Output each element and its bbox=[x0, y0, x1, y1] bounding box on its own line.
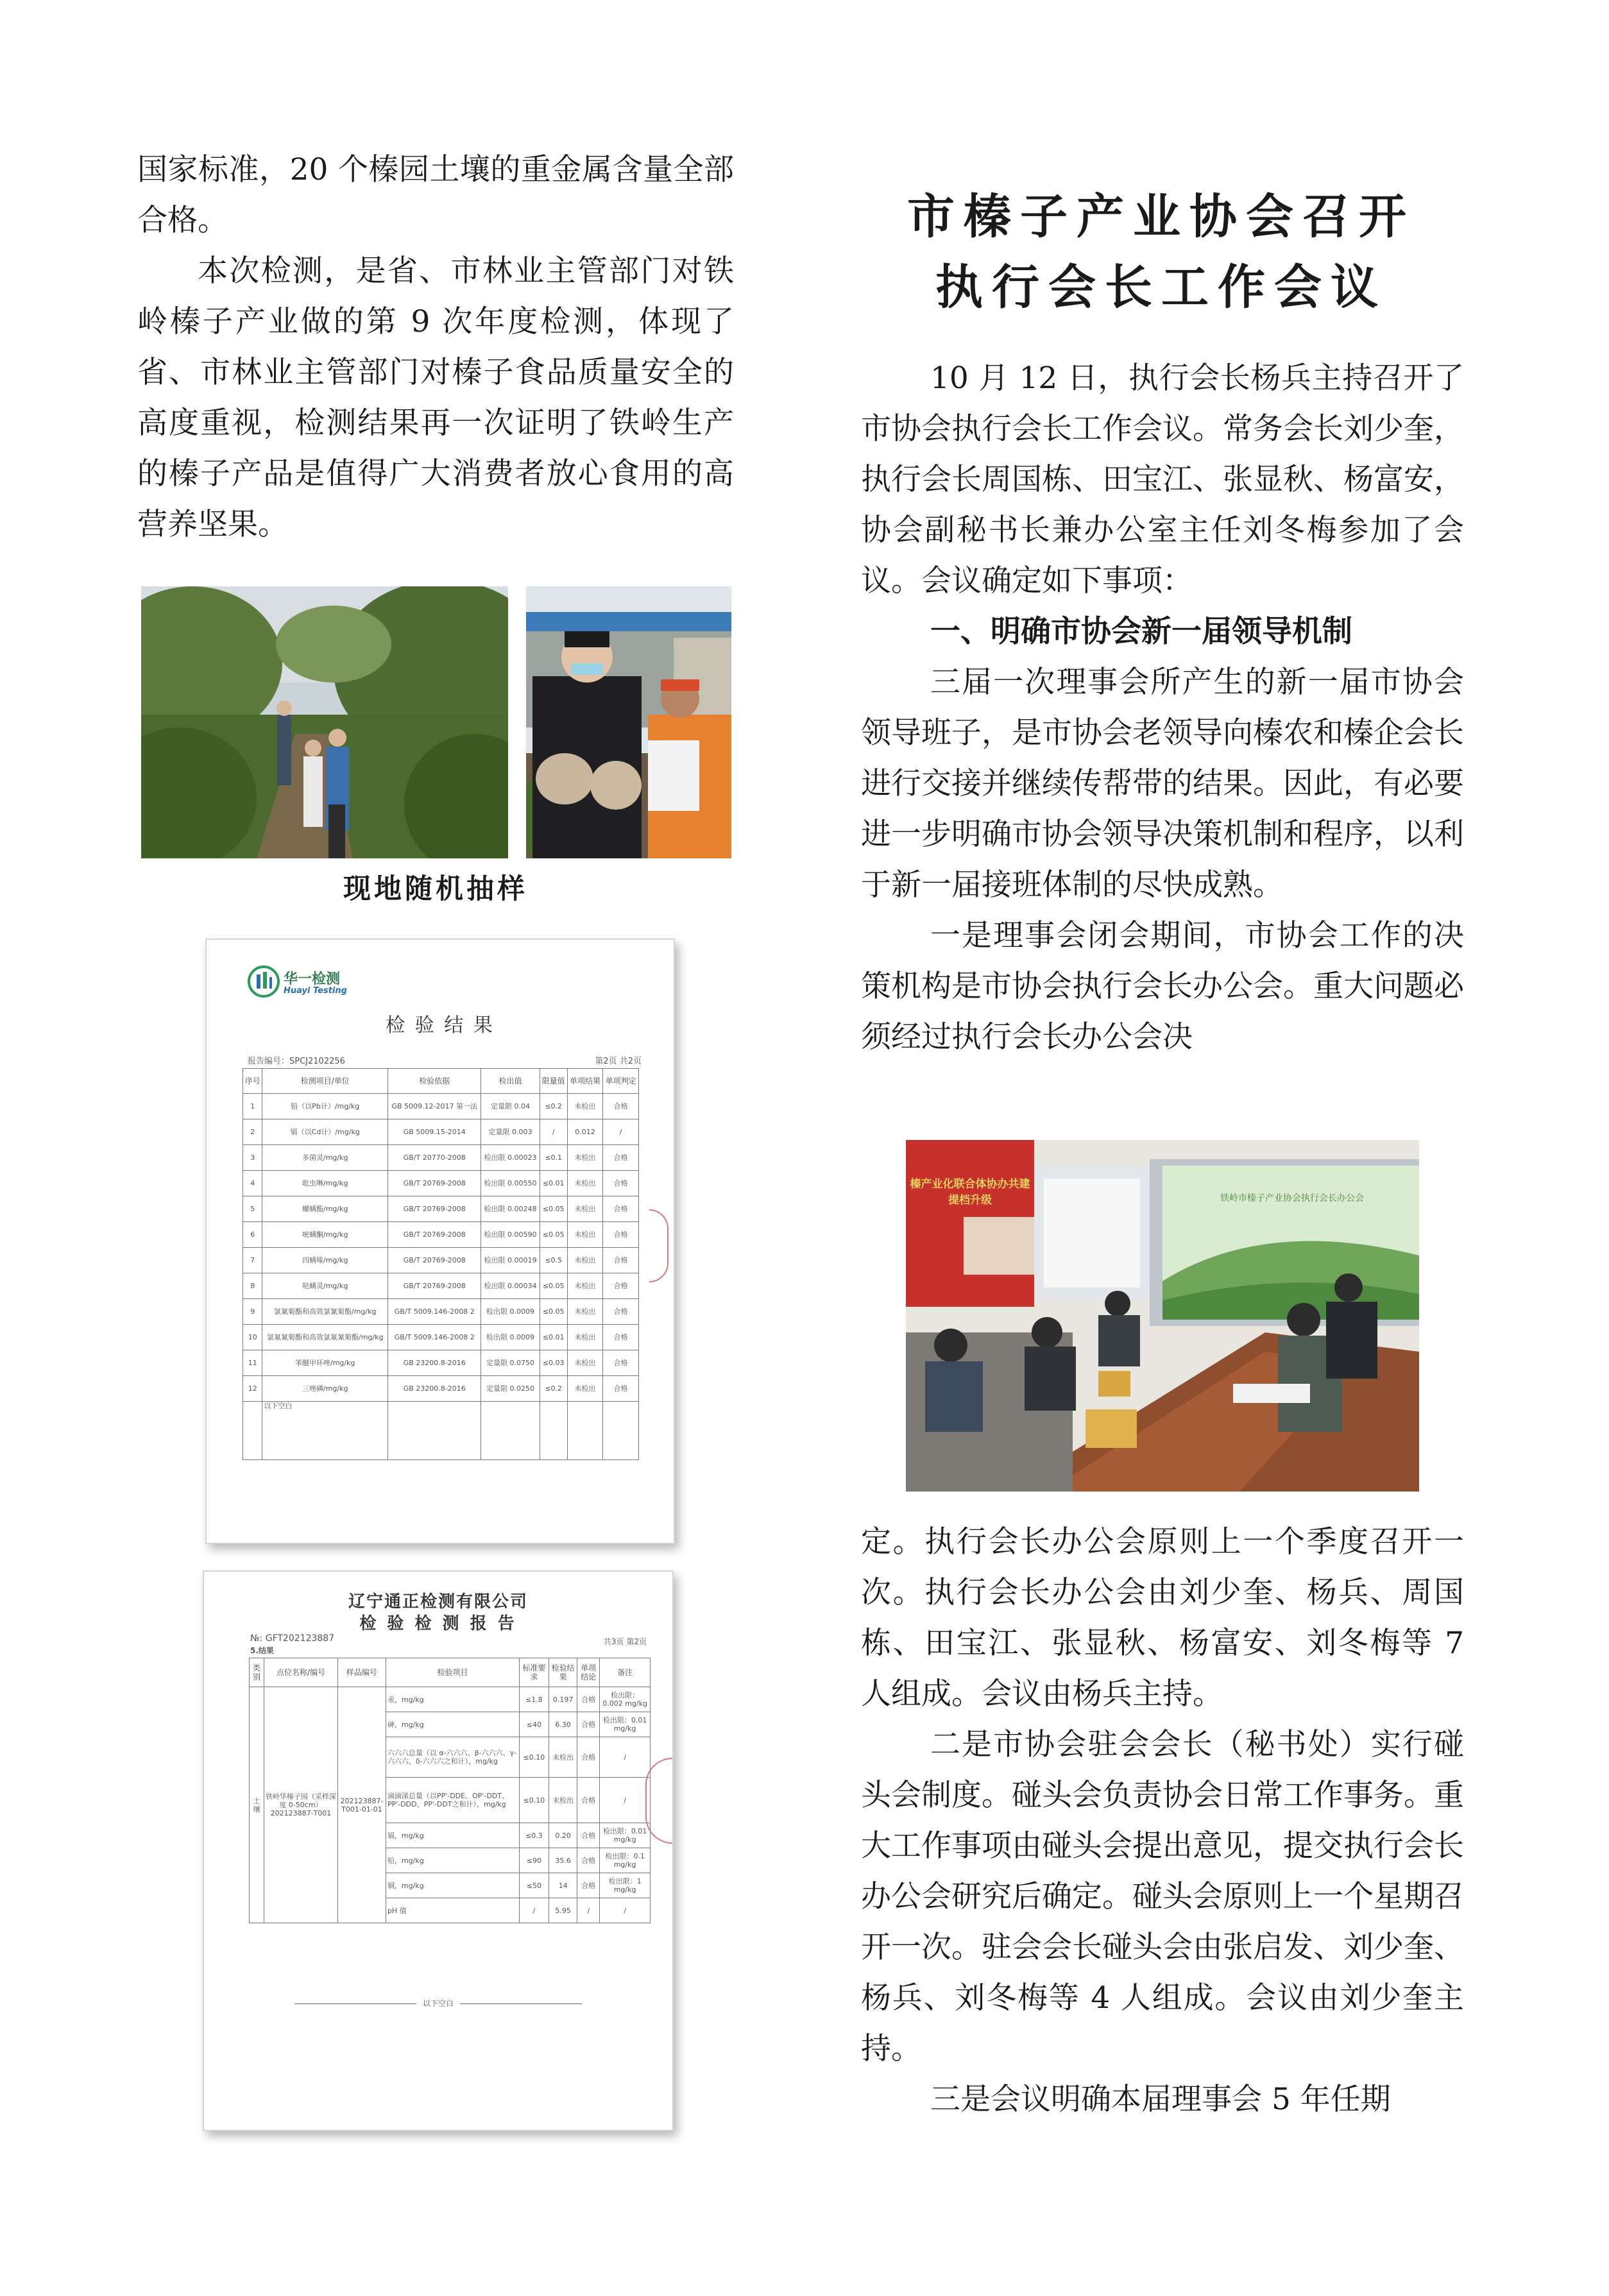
inspection-report-2 bbox=[203, 1570, 674, 2131]
report1-cell: 3 bbox=[243, 1145, 262, 1171]
report2-cell: 检出限：0.1 mg/kg bbox=[600, 1848, 651, 1873]
report2-cell: ≤0.3 bbox=[520, 1823, 549, 1848]
report1-page: 第2页 共2页 bbox=[595, 1057, 642, 1066]
report1-cell: 嘧螨酮/mg/kg bbox=[262, 1222, 388, 1248]
report2-cell: ≤0.10 bbox=[520, 1778, 549, 1823]
report2-header-cell: 单项结论 bbox=[577, 1658, 600, 1687]
report1-cell: 合格 bbox=[603, 1376, 639, 1402]
report2-cell: 汞，mg/kg bbox=[386, 1687, 519, 1712]
report1-cell bbox=[567, 1402, 603, 1460]
left-text-block bbox=[137, 144, 734, 550]
right-paragraph-5: 二是市协会驻会会长（秘书处）实行碰头会制度。碰头会负责协会日常工作事务。重大工作事项由碰头会提出意见，提交执行会长办公会研究后确定。碰头会原则上一个星期召开一次。驻会会长碰头会由张启发、刘少奎、杨兵、刘冬梅等 4 人组成。会议由刘少奎主持。 bbox=[861, 1727, 1464, 2066]
report2-cell: ≤40 bbox=[520, 1712, 549, 1737]
report1-cell: 合格 bbox=[603, 1299, 639, 1325]
report1-cell: 未检出 bbox=[567, 1222, 603, 1248]
report1-cell: 检出限 0.00023 bbox=[481, 1145, 540, 1171]
table-row bbox=[250, 1687, 651, 1712]
report2-cell: pH 值 bbox=[386, 1898, 519, 1923]
report1-cell: GB/T 5009.146-2008 2 bbox=[388, 1299, 481, 1325]
report1-cell: 检出限 0.00248 bbox=[481, 1196, 540, 1222]
red-stamp-edge-2 bbox=[645, 1758, 672, 1844]
report2-company: 辽宁通正检测有限公司 bbox=[348, 1592, 528, 1611]
report2-section: 5.结果 bbox=[250, 1646, 274, 1655]
report1-cell bbox=[603, 1402, 639, 1460]
report2-header-cell: 标准要求 bbox=[520, 1658, 549, 1687]
report1-cell: 2 bbox=[243, 1119, 262, 1145]
report1-title: 检 验 结 果 bbox=[386, 1014, 495, 1037]
report1-cell: 定量限 0.003 bbox=[481, 1119, 540, 1145]
report2-page: 共3页 第2页 bbox=[603, 1637, 647, 1646]
report2-cell: 合格 bbox=[577, 1778, 600, 1823]
table-row bbox=[243, 1273, 639, 1299]
report2-cell: 铜，mg/kg bbox=[386, 1873, 519, 1898]
huayi-logo-cn: 华一检测 bbox=[284, 971, 341, 987]
report1-cell: 合格 bbox=[603, 1248, 639, 1273]
report2-header-cell: 检验结果 bbox=[549, 1658, 577, 1687]
report1-cell: GB 23200.8-2016 bbox=[388, 1350, 481, 1376]
report1-cell: ≤0.05 bbox=[540, 1273, 567, 1299]
report2-cell: 14 bbox=[549, 1873, 577, 1898]
report1-cell: 合格 bbox=[603, 1196, 639, 1222]
report1-cell: 多菌灵/mg/kg bbox=[262, 1145, 388, 1171]
report2-table bbox=[249, 1658, 651, 1923]
report1-cell: 镉（以Cd计）/mg/kg bbox=[262, 1119, 388, 1145]
report1-cell: 检出限 0.00019 bbox=[481, 1248, 540, 1273]
report2-cell: / bbox=[520, 1898, 549, 1923]
report1-cell: GB/T 20769-2008 bbox=[388, 1273, 481, 1299]
report1-cell: 9 bbox=[243, 1299, 262, 1325]
report1-cell: 未检出 bbox=[567, 1325, 603, 1350]
meeting-screen-text: 铁岭市榛子产业协会执行会长办公会 bbox=[1220, 1193, 1364, 1203]
report1-cell: 6 bbox=[243, 1222, 262, 1248]
report2-cell: 六六六总量（以 α-六六六、β-六六六、γ-六六六、δ-六六六之和计），mg/kg bbox=[386, 1737, 519, 1778]
report1-cell: 11 bbox=[243, 1350, 262, 1376]
table-row bbox=[243, 1402, 639, 1460]
report2-cell: ≤1.8 bbox=[520, 1687, 549, 1712]
report2-number: №: GFT202123887 bbox=[250, 1633, 335, 1644]
report2-cell: 0.197 bbox=[549, 1687, 577, 1712]
report2-cell: 合格 bbox=[577, 1873, 600, 1898]
report1-cell: 苯醚甲环唑/mg/kg bbox=[262, 1350, 388, 1376]
report1-cell: 定量限 0.0250 bbox=[481, 1376, 540, 1402]
table-row bbox=[243, 1119, 639, 1145]
report1-cell bbox=[388, 1402, 481, 1460]
report1-cell: ≤0.1 bbox=[540, 1145, 567, 1171]
report1-cell: 合格 bbox=[603, 1273, 639, 1299]
report1-cell: GB 5009.12-2017 第一法 bbox=[388, 1094, 481, 1119]
report2-cell: 滴滴涕总量（以PP'-DDE、OP'-DDT、PP'-DDD、PP'-DDT之和计），mg/kg bbox=[386, 1778, 519, 1823]
right-paragraph-4: 定。执行会长办公会原则上一个季度召开一次。执行会长办公会由刘少奎、杨兵、周国栋、田宝江、张显秋、杨富安、刘冬梅等 7 人组成。会议由杨兵主持。 bbox=[861, 1524, 1464, 1712]
report2-cell: 镉，mg/kg bbox=[386, 1823, 519, 1848]
report1-cell: 未检出 bbox=[567, 1299, 603, 1325]
report2-cell: 合格 bbox=[577, 1737, 600, 1778]
report2-cell: 未检出 bbox=[549, 1778, 577, 1823]
report1-number: 报告编号：SPCJ2102256 bbox=[248, 1057, 345, 1066]
report1-cell: GB 5009.15-2014 bbox=[388, 1119, 481, 1145]
left-paragraph-2: 本次检测，是省、市林业主管部门对铁岭榛子产业做的第 9 次年度检测，体现了省、市林业主管部门对榛子食品质量安全的高度重视，检测结果再一次证明了铁岭生产的榛子产品是值得广大消费者放心食用的高营养坚果。 bbox=[137, 253, 734, 542]
report1-cell bbox=[540, 1402, 567, 1460]
report1-cell: 未检出 bbox=[567, 1248, 603, 1273]
section-heading-1: 一、明确市协会新一届领导机制 bbox=[930, 614, 1352, 649]
report1-cell: 哒螨灵/mg/kg bbox=[262, 1273, 388, 1299]
report1-cell: GB/T 20769-2008 bbox=[388, 1248, 481, 1273]
report2-cell: / bbox=[600, 1737, 651, 1778]
report1-cell: 氯氟氰菊酯和高效氯氟氰菊酯/mg/kg bbox=[262, 1325, 388, 1350]
table-row bbox=[243, 1145, 639, 1171]
report2-cell: 检出限：1 mg/kg bbox=[600, 1873, 651, 1898]
report1-cell: 螺螨酯/mg/kg bbox=[262, 1196, 388, 1222]
report2-cell: 35.6 bbox=[549, 1848, 577, 1873]
report2-end-note-text: 以下空白 bbox=[422, 1999, 454, 2008]
report1-header-cell: 检出值 bbox=[481, 1069, 540, 1094]
report1-cell: 未检出 bbox=[567, 1273, 603, 1299]
report1-cell: 未检出 bbox=[567, 1145, 603, 1171]
report1-cell: GB/T 20769-2008 bbox=[388, 1196, 481, 1222]
report1-cell: 检出限 0.00590 bbox=[481, 1222, 540, 1248]
report1-cell: ≤0.5 bbox=[540, 1248, 567, 1273]
report2-site: 铁岭华榛子园（采样深度 0-50cm）202123887-T001 bbox=[264, 1687, 337, 1923]
report1-cell: 4 bbox=[243, 1171, 262, 1196]
report1-cell: 氯氰菊酯和高效氯氰菊酯/mg/kg bbox=[262, 1299, 388, 1325]
table-row bbox=[243, 1196, 639, 1222]
report2-cell: 合格 bbox=[577, 1848, 600, 1873]
report2-cell: 0.20 bbox=[549, 1823, 577, 1848]
report1-end-note: 以下空白 bbox=[262, 1402, 388, 1460]
report1-cell: GB/T 5009.146-2008 2 bbox=[388, 1325, 481, 1350]
report1-header-cell: 单项判定 bbox=[603, 1069, 639, 1094]
report1-cell: 10 bbox=[243, 1325, 262, 1350]
report2-category: 土壤 bbox=[250, 1687, 264, 1923]
report1-cell: 未检出 bbox=[567, 1094, 603, 1119]
huayi-logo-en: Huayi Testing bbox=[284, 986, 347, 996]
report2-title: 检 验 检 测 报 告 bbox=[359, 1614, 517, 1633]
report1-cell: 未检出 bbox=[567, 1376, 603, 1402]
report2-header-cell: 类别 bbox=[250, 1658, 264, 1687]
report1-header-cell: 限量值 bbox=[540, 1069, 567, 1094]
report1-header-cell: 检验依据 bbox=[388, 1069, 481, 1094]
right-text-block-2 bbox=[861, 1517, 1464, 2125]
report1-header-cell: 检测项目/单位 bbox=[262, 1069, 388, 1094]
report2-cell: 检出限：0.002 mg/kg bbox=[600, 1687, 651, 1712]
article-title-line-2: 执行会长工作会议 bbox=[935, 260, 1387, 315]
report1-cell: 三唑磷/mg/kg bbox=[262, 1376, 388, 1402]
report2-cell: 合格 bbox=[577, 1687, 600, 1712]
report2-cell: 检出限：0.01 mg/kg bbox=[600, 1823, 651, 1848]
report1-cell: 合格 bbox=[603, 1145, 639, 1171]
report2-cell: 合格 bbox=[577, 1823, 600, 1848]
report1-cell: 未检出 bbox=[567, 1350, 603, 1376]
report2-header-cell: 样品编号 bbox=[337, 1658, 386, 1687]
report1-cell: 铅（以Pb计）/mg/kg bbox=[262, 1094, 388, 1119]
report1-cell: GB/T 20769-2008 bbox=[388, 1171, 481, 1196]
report1-cell: 1 bbox=[243, 1094, 262, 1119]
report1-cell: ≤0.05 bbox=[540, 1222, 567, 1248]
report1-cell: 未检出 bbox=[567, 1171, 603, 1196]
report2-cell: 合格 bbox=[577, 1712, 600, 1737]
field-sampling-photo-1 bbox=[141, 586, 508, 858]
report1-cell: 5 bbox=[243, 1196, 262, 1222]
table-row bbox=[243, 1299, 639, 1325]
right-text-block-1 bbox=[861, 353, 1464, 1062]
report2-cell: 砷，mg/kg bbox=[386, 1712, 519, 1737]
report1-header-cell: 序号 bbox=[243, 1069, 262, 1094]
meeting-banner-text: 榛产业化联合体协办共建提档升级 bbox=[910, 1178, 1030, 1207]
table-row bbox=[243, 1376, 639, 1402]
huayi-logo-icon bbox=[248, 965, 280, 998]
report1-cell: 未检出 bbox=[567, 1196, 603, 1222]
inspection-report-1 bbox=[205, 939, 675, 1544]
report1-cell: 定量限 0.04 bbox=[481, 1094, 540, 1119]
report1-cell: 四螨嗪/mg/kg bbox=[262, 1248, 388, 1273]
table-row bbox=[243, 1222, 639, 1248]
report1-cell: 定量限 0.0750 bbox=[481, 1350, 540, 1376]
report1-header-cell: 单项结果 bbox=[567, 1069, 603, 1094]
report1-cell: 合格 bbox=[603, 1094, 639, 1119]
table-row bbox=[243, 1325, 639, 1350]
report2-cell: ≤0.10 bbox=[520, 1737, 549, 1778]
report1-cell: GB/T 20770-2008 bbox=[388, 1145, 481, 1171]
report1-cell bbox=[243, 1402, 262, 1460]
report1-cell: / bbox=[540, 1119, 567, 1145]
red-stamp-edge bbox=[649, 1209, 668, 1282]
table-row bbox=[243, 1094, 639, 1119]
report1-cell: 合格 bbox=[603, 1222, 639, 1248]
report2-header-cell: 检验项目 bbox=[386, 1658, 519, 1687]
report1-cell: ≤0.05 bbox=[540, 1196, 567, 1222]
report1-cell: 检出限 0.00550 bbox=[481, 1171, 540, 1196]
report2-end-note bbox=[204, 1998, 672, 2009]
report2-cell: ≤90 bbox=[520, 1848, 549, 1873]
report1-cell: ≤0.05 bbox=[540, 1299, 567, 1325]
report1-cell: ≤0.01 bbox=[540, 1325, 567, 1350]
report1-cell bbox=[481, 1402, 540, 1460]
table-row bbox=[243, 1248, 639, 1273]
report2-cell: ≤50 bbox=[520, 1873, 549, 1898]
report1-cell: ≤0.03 bbox=[540, 1350, 567, 1376]
table-row bbox=[243, 1171, 639, 1196]
report2-cell: / bbox=[577, 1898, 600, 1923]
report2-header-cell: 备注 bbox=[600, 1658, 651, 1687]
photo-caption: 现地随机抽样 bbox=[343, 873, 528, 905]
right-paragraph-1: 10 月 12 日，执行会长杨兵主持召开了市协会执行会长工作会议。常务会长刘少奎，执行会长周国栋、田宝江、张显秋、杨富安，协会副秘书长兼办公室主任刘冬梅参加了会议。会议确定如下事项： bbox=[861, 361, 1464, 599]
report1-cell: 检出限 0.0009 bbox=[481, 1299, 540, 1325]
report1-cell: 7 bbox=[243, 1248, 262, 1273]
report1-cell: 合格 bbox=[603, 1325, 639, 1350]
report2-cell: / bbox=[600, 1898, 651, 1923]
report2-cell: 5.95 bbox=[549, 1898, 577, 1923]
report1-cell: 检出限 0.0009 bbox=[481, 1325, 540, 1350]
report2-cell: 6.30 bbox=[549, 1712, 577, 1737]
report1-cell: ≤0.01 bbox=[540, 1171, 567, 1196]
report2-cell: 铅，mg/kg bbox=[386, 1848, 519, 1873]
report2-sample-no: 202123887-T001-01-01 bbox=[337, 1687, 386, 1923]
report1-cell: ≤0.2 bbox=[540, 1094, 567, 1119]
report1-cell: 12 bbox=[243, 1376, 262, 1402]
meeting-photo bbox=[906, 1140, 1419, 1492]
article-title-line-1: 市榛子产业协会召开 bbox=[907, 189, 1415, 244]
report1-cell: 8 bbox=[243, 1273, 262, 1299]
report1-cell: GB 23200.8-2016 bbox=[388, 1376, 481, 1402]
right-paragraph-6: 三是会议明确本届理事会 5 年任期 bbox=[930, 2082, 1391, 2117]
report1-cell: 吡虫啉/mg/kg bbox=[262, 1171, 388, 1196]
report1-cell: 合格 bbox=[603, 1350, 639, 1376]
report2-cell: / bbox=[600, 1778, 651, 1823]
report1-cell: / bbox=[603, 1119, 639, 1145]
table-row bbox=[243, 1350, 639, 1376]
report1-table bbox=[243, 1068, 639, 1460]
right-paragraph-3: 一是理事会闭会期间，市协会工作的决策机构是市协会执行会长办公会。重大问题必须经过执行会长办公会决 bbox=[861, 918, 1464, 1055]
left-paragraph-1: 国家标准，20 个榛园土壤的重金属含量全部合格。 bbox=[137, 152, 734, 238]
report1-cell: ≤0.2 bbox=[540, 1376, 567, 1402]
report2-cell: 未检出 bbox=[549, 1737, 577, 1778]
right-paragraph-2: 三届一次理事会所产生的新一届市协会领导班子，是市协会老领导向榛农和榛企会长进行交接并继续传帮带的结果。因此，有必要进一步明确市协会领导决策机制和程序，以利于新一届接班体制的尽快成熟。 bbox=[861, 665, 1464, 903]
report2-header-cell: 点位名称/编号 bbox=[264, 1658, 337, 1687]
report1-cell: 0.012 bbox=[567, 1119, 603, 1145]
report1-cell: 检出限 0.00034 bbox=[481, 1273, 540, 1299]
report1-cell: GB/T 20769-2008 bbox=[388, 1222, 481, 1248]
report1-cell: 合格 bbox=[603, 1171, 639, 1196]
report2-cell: 检出限：0.01 mg/kg bbox=[600, 1712, 651, 1737]
field-sampling-photo-2 bbox=[526, 586, 731, 858]
